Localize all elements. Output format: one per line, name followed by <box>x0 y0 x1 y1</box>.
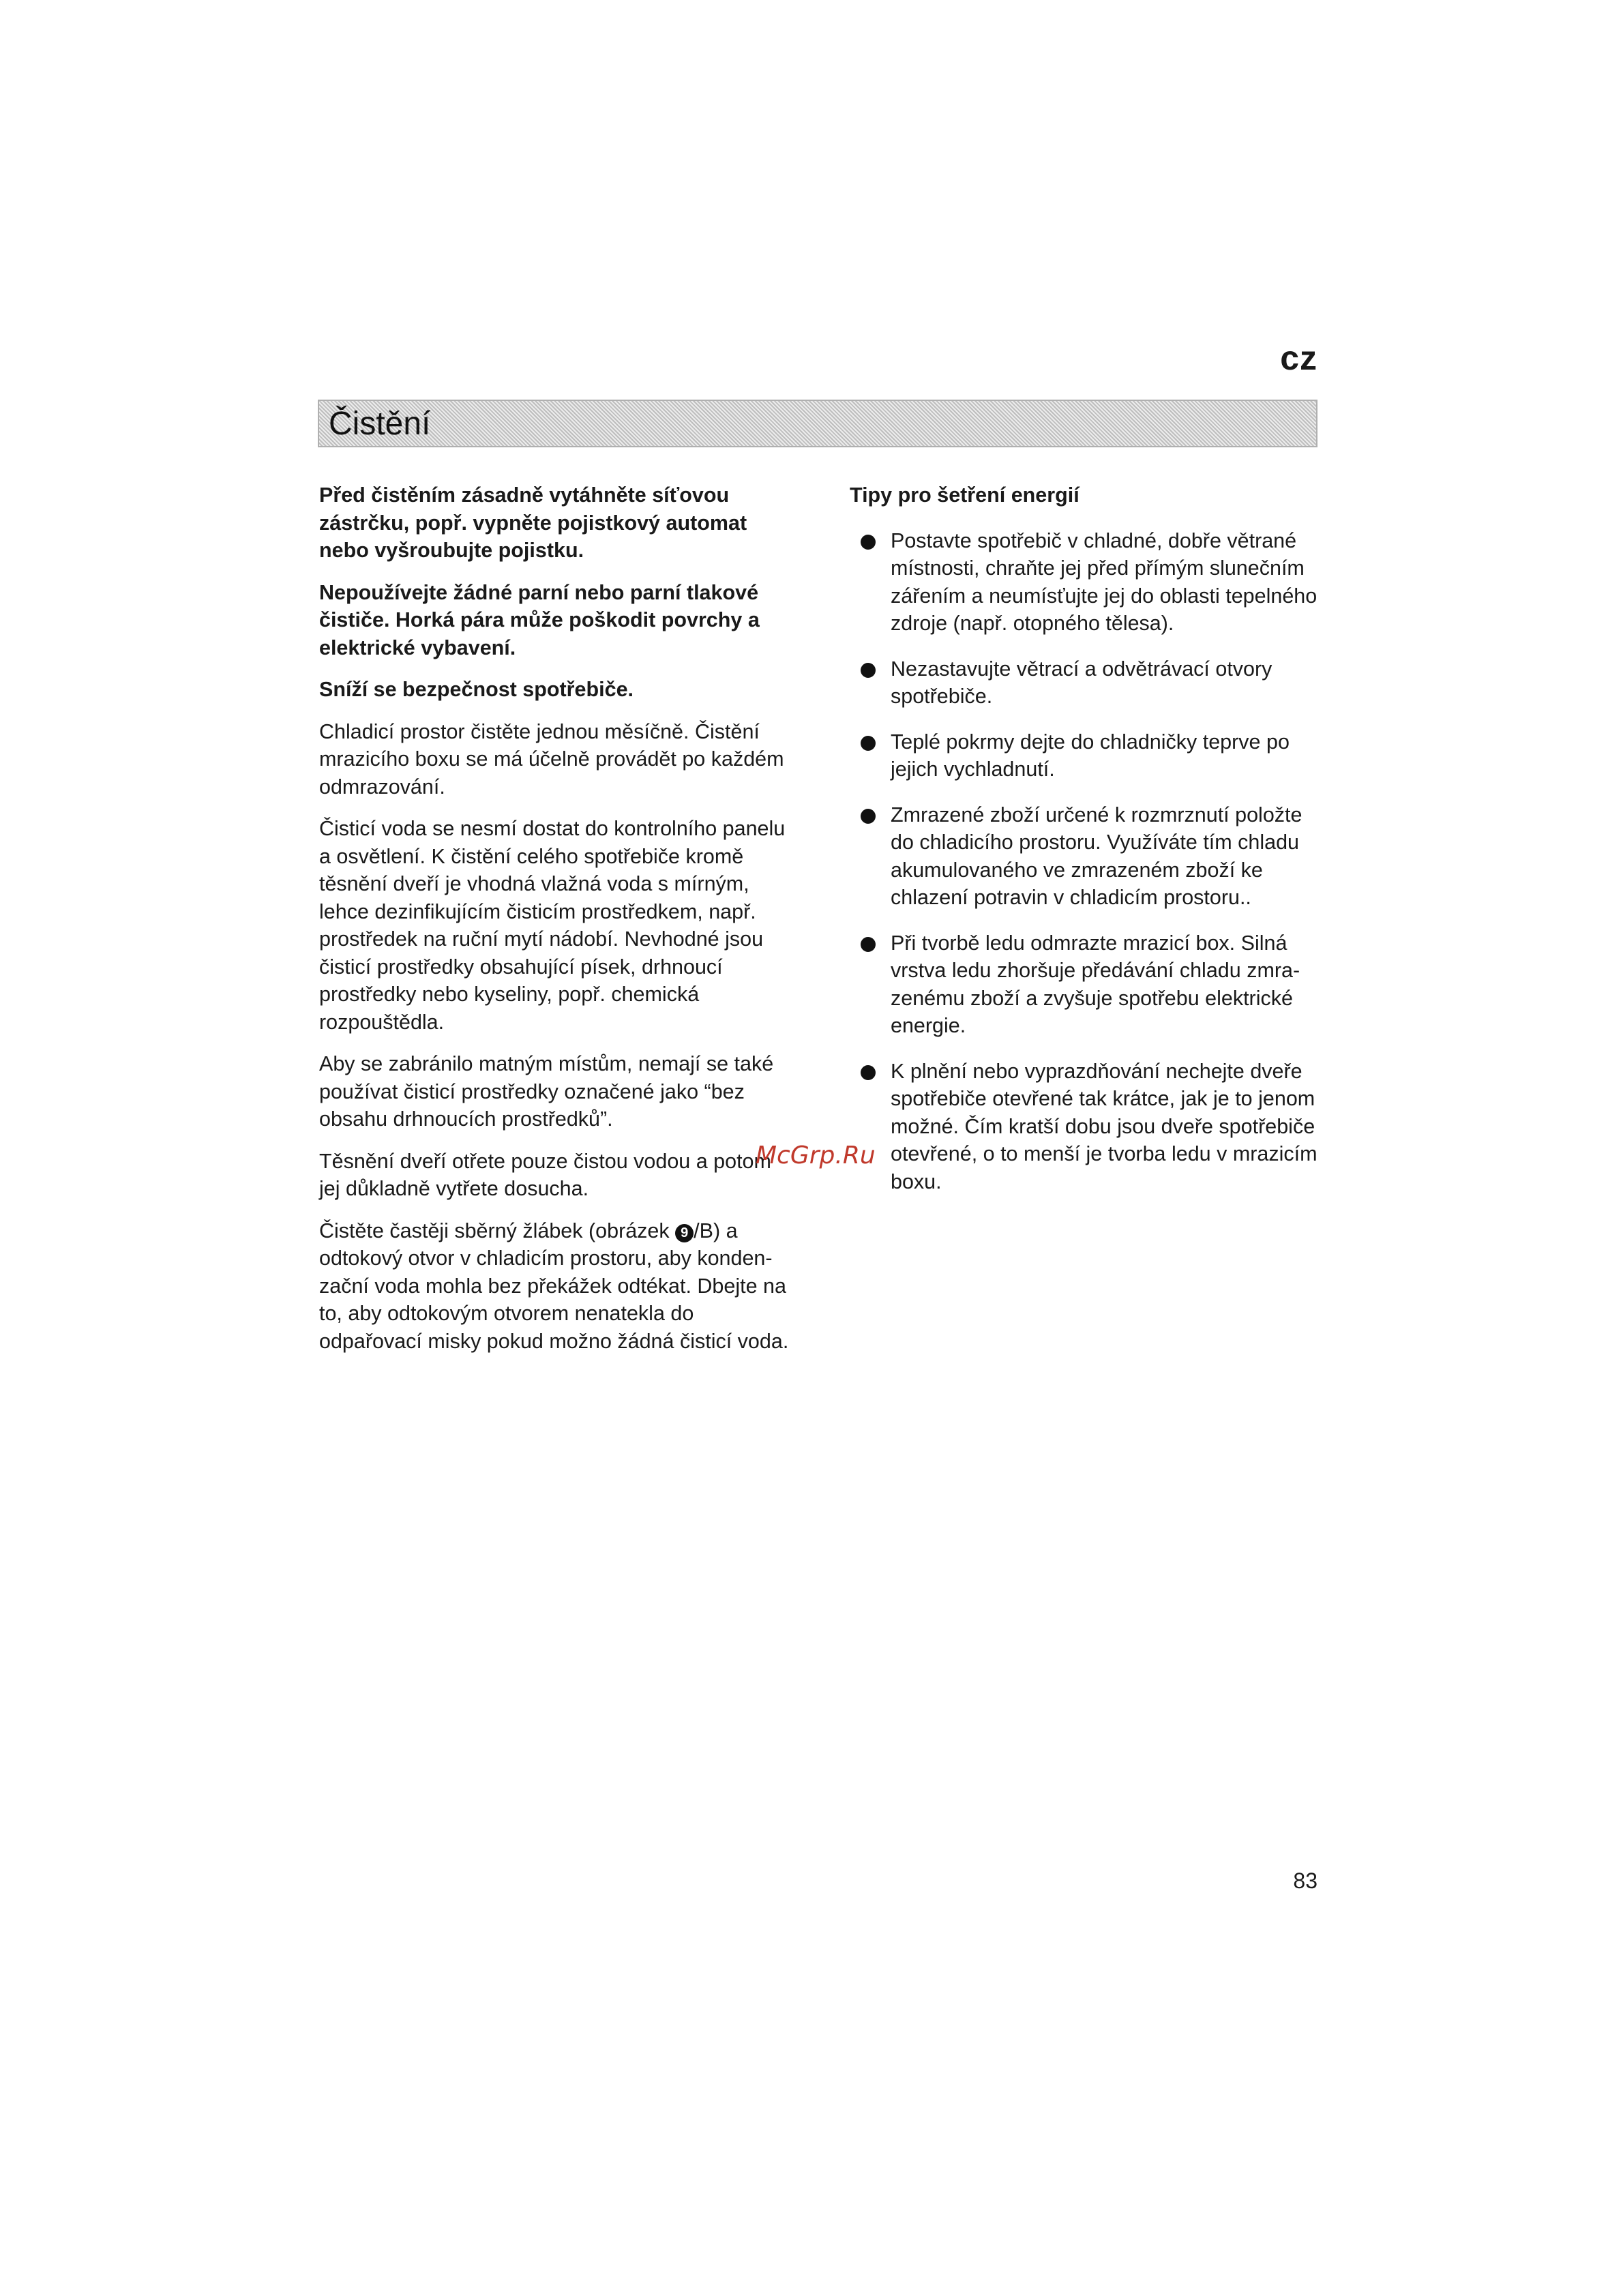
bullet-icon <box>861 937 876 952</box>
watermark: McGrp.Ru <box>756 1142 876 1169</box>
list-item <box>850 655 1320 711</box>
bullet-icon <box>861 736 876 751</box>
tip-text: Zmrazené zboží určené k rozmrznutí položte do chladicího prostoru. Využíváte tím chladu akumulovaného ve zmrazeném zboží ke chlazení potravin v chladicím prostoru.. <box>891 803 1302 909</box>
cleaning-column <box>319 481 796 1369</box>
section-title-bar <box>318 400 1317 447</box>
paragraph-cleaning-agents: Čisticí voda se nesmí dostat do kontrolního panelu a osvětlení. K čistění celého spotřebiče kromě těsnění dveří je vhodná vlažná voda s mírným, lehce dezinfikujícím čisticím prostředkem, např. prostředek na ruční mytí nádobí. Nevhodné jsou čisticí prostředky obsahující písek, drhnoucí prostředky nebo kyseliny, popř. chemická rozpouštědla. <box>319 817 786 1034</box>
bullet-icon <box>861 1065 876 1080</box>
drain-text-end: /B) a odtokový otvor v chladicím prostoru, aby kondenzační voda mohla bez překážek odtékat. Dbejte na to, aby odtokovým otvorem nenatekla do odpařovací misky pokud možno žádná čisticí voda. <box>319 1219 789 1353</box>
warning-safety: Sníží se bezpečnost spotřebiče. <box>319 678 634 701</box>
list-item <box>850 728 1320 784</box>
language-code: cz <box>1280 339 1317 377</box>
tip-text: Postavte spotřebič v chladné, dobře větrané místnosti, chraňte jej před přímým slunečním zářením a neumísťujte jej do oblasti tepelného zdroje (např. otopného tělesa). <box>891 528 1317 635</box>
list-item <box>850 527 1320 638</box>
paragraph-door-seal: Těsnění dveří otřete pouze čistou vodou a potom jej důkladně vytřete dosucha. <box>319 1149 771 1200</box>
page-number: 83 <box>1293 1868 1317 1893</box>
energy-tips-column <box>850 481 1320 1213</box>
warning-unplug: Před čistěním zásadně vytáhněte síťovou zástrčku, popř. vypněte pojistkový automat nebo vyšroubujte pojistku. <box>319 483 747 562</box>
list-item <box>850 801 1320 912</box>
tip-text: Nezastavujte větrací a odvětrávací otvory spotřebiče. <box>891 657 1272 708</box>
paragraph-cleaning-frequency: Chladicí prostor čistěte jednou měsíčně. Čistění mrazicího boxu se má účelně provádět po každém odmrazování. <box>319 719 784 799</box>
energy-tips-list <box>850 527 1320 1196</box>
section-title: Čistění <box>329 406 431 442</box>
bullet-icon <box>861 663 876 678</box>
bullet-icon <box>861 535 876 550</box>
drain-text-start: Čistěte častěji sběrný žlábek (obrázek <box>319 1219 670 1242</box>
tip-text: Teplé pokrmy dejte do chladničky teprve po jejich vychladnutí. <box>891 730 1290 781</box>
warning-steam-cleaner: Nepoužívejte žádné parní nebo parní tlakové čističe. Horká pára může poškodit povrchy a elektrické vybavení. <box>319 580 760 659</box>
paragraph-matte-spots: Aby se zabránilo matným místům, nemají se také používat čisticí prostředky označené jako “bez obsahu drhnoucích prostředků”. <box>319 1052 774 1131</box>
bullet-icon <box>861 809 876 824</box>
tip-text: Při tvorbě ledu odmrazte mrazicí box. Silná vrstva ledu zhoršuje předávání chladu zmrazenému zboží a zvyšuje spotřebu elektrické energie. <box>891 931 1300 1037</box>
figure-number-badge: 9 <box>675 1224 694 1242</box>
list-item <box>850 1058 1320 1196</box>
list-item <box>850 929 1320 1040</box>
tip-text: K plnění nebo vyprazdňování nechejte dveře spotřebiče otevřené tak krátce, jak je to jenom možné. Čím kratší dobu jsou dveře spotřebiče otevřené, o to menší je tvorba ledu v mrazicím boxu. <box>891 1059 1317 1193</box>
paragraph-drain-channel <box>319 1217 796 1356</box>
energy-tips-heading: Tipy pro šetření energií <box>850 483 1079 507</box>
